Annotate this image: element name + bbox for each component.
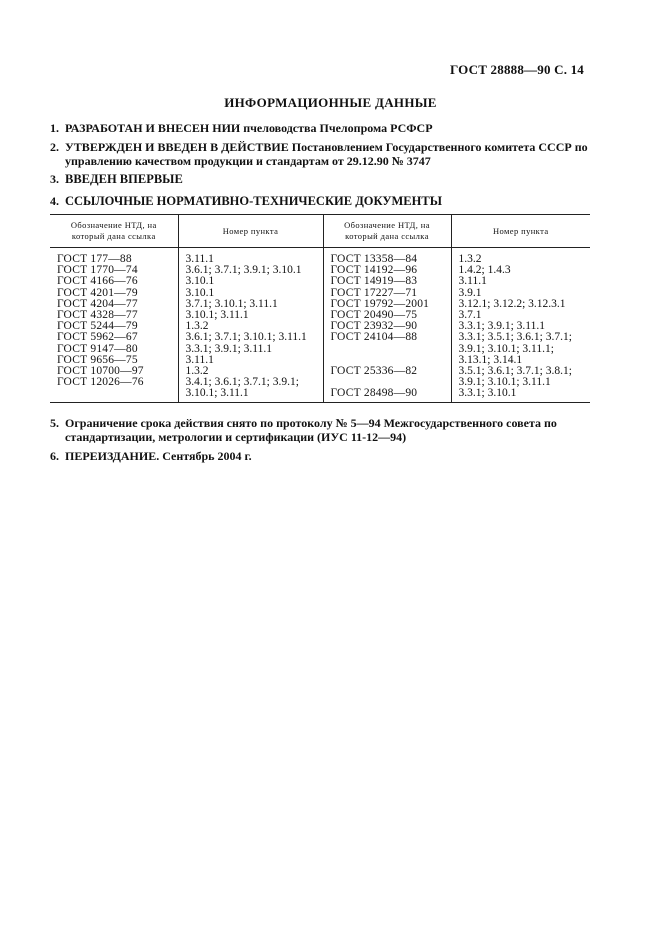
table-row <box>50 332 590 343</box>
ref-clause-right: 1.4.2; 1.4.3 <box>451 265 590 276</box>
ref-clause-right: 3.7.1 <box>451 310 590 321</box>
ref-designation-left <box>50 388 178 402</box>
info-item-4 <box>50 194 590 208</box>
ref-clause-left: 3.10.1 <box>178 288 323 299</box>
ref-designation-right: ГОСТ 23932—90 <box>323 321 451 332</box>
ref-designation-left: ГОСТ 4166—76 <box>57 275 138 288</box>
ref-clause-left: 3.6.1; 3.7.1; 3.9.1; 3.10.1 <box>178 265 323 276</box>
info-item-3 <box>50 172 590 186</box>
ref-designation-right: ГОСТ 25336—82 <box>323 366 451 377</box>
ref-designation-left: ГОСТ 9147—80 <box>57 342 138 355</box>
ref-clause-right: 3.9.1 <box>451 288 590 299</box>
ref-designation-right: ГОСТ 13358—84 <box>323 248 451 266</box>
header-designation-right: Обозначение НТД, на который дана ссылка <box>323 215 451 248</box>
ref-clause-right: 3.3.1; 3.9.1; 3.11.1 <box>451 321 590 332</box>
ref-designation-left: ГОСТ 5244—79 <box>57 320 138 333</box>
item-number: 5. <box>50 416 59 430</box>
ref-clause-left: 3.3.1; 3.9.1; 3.11.1 <box>178 344 323 355</box>
ref-clause-right: 3.3.1; 3.10.1 <box>451 388 590 402</box>
ref-clause-right: 3.9.1; 3.10.1; 3.11.1 <box>451 377 590 388</box>
ref-designation-left: ГОСТ 4201—79 <box>57 286 138 299</box>
table-header-row <box>50 215 590 248</box>
ref-clause-right: 3.5.1; 3.6.1; 3.7.1; 3.8.1; <box>451 366 590 377</box>
item-text: УТВЕРЖДЕН И ВВЕДЕН В ДЕЙСТВИЕ Постановлением Государственного комитета СССР по управлению качеством продукции и стандартам от 29.12.90 № 3747 <box>65 140 588 168</box>
ref-designation-right: ГОСТ 28498—90 <box>323 388 451 402</box>
ref-designation-right <box>323 344 451 355</box>
ref-designation-left: ГОСТ 177—88 <box>57 253 132 265</box>
ref-designation-left: ГОСТ 10700—97 <box>57 365 144 378</box>
ref-designation-right: ГОСТ 14192—96 <box>323 265 451 276</box>
ref-designation-left: ГОСТ 4204—77 <box>57 297 138 310</box>
table-row <box>50 276 590 287</box>
item-text: Ограничение срока действия снято по протоколу № 5—94 Межгосударственного совета по стандартизации, метрологии и сертификации (ИУС 11-12—94) <box>65 416 557 444</box>
ref-designation-right: ГОСТ 14919—83 <box>323 276 451 287</box>
document-title: ИНФОРМАЦИОННЫЕ ДАННЫЕ <box>224 95 437 110</box>
references-table <box>50 214 590 403</box>
info-item-2 <box>50 140 590 168</box>
item-text: ПЕРЕИЗДАНИЕ. Сентябрь 2004 г. <box>65 449 252 463</box>
item-number: 2. <box>50 140 59 154</box>
ref-clause-right: 3.12.1; 3.12.2; 3.12.3.1 <box>451 299 590 310</box>
ref-clause-left: 3.6.1; 3.7.1; 3.10.1; 3.11.1 <box>178 332 323 343</box>
item-number: 1. <box>50 121 59 135</box>
item-text: РАЗРАБОТАН И ВНЕСЕН НИИ пчеловодства Пчелопрома РСФСР <box>65 121 433 135</box>
ref-designation-right: ГОСТ 24104—88 <box>323 332 451 343</box>
ref-clause-left: 3.10.1 <box>178 276 323 287</box>
info-item-5 <box>50 416 590 444</box>
ref-clause-left: 1.3.2 <box>178 366 323 377</box>
item-number: 4. <box>50 194 59 208</box>
ref-clause-left: 1.3.2 <box>178 321 323 332</box>
item-number: 6. <box>50 449 59 463</box>
ref-designation-left: ГОСТ 4328—77 <box>57 309 138 322</box>
item-number: 3. <box>50 172 59 186</box>
ref-designation-right: ГОСТ 20490—75 <box>323 310 451 321</box>
ref-clause-right: 3.3.1; 3.5.1; 3.6.1; 3.7.1; <box>451 332 590 343</box>
item-text: ВВЕДЕН ВПЕРВЫЕ <box>65 172 183 186</box>
table-row <box>50 248 590 266</box>
ref-clause-left: 3.4.1; 3.6.1; 3.7.1; 3.9.1; <box>178 377 323 388</box>
header-clause-left: Номер пункта <box>178 215 323 248</box>
table-row <box>50 388 590 402</box>
ref-clause-left: 3.11.1 <box>178 355 323 366</box>
ref-designation-right: ГОСТ 17227—71 <box>323 288 451 299</box>
ref-clause-left: 3.10.1; 3.11.1 <box>178 388 323 402</box>
info-item-6 <box>50 449 590 463</box>
item-text: ССЫЛОЧНЫЕ НОРМАТИВНО-ТЕХНИЧЕСКИЕ ДОКУМЕНТЫ <box>65 194 442 208</box>
info-item-1 <box>50 121 590 135</box>
table-body <box>50 248 590 403</box>
ref-designation-left: ГОСТ 1770—74 <box>57 264 138 277</box>
header-designation-left: Обозначение НТД, на который дана ссылка <box>50 215 178 248</box>
ref-designation-left: ГОСТ 12026—76 <box>57 376 144 389</box>
ref-clause-right: 1.3.2 <box>451 248 590 266</box>
ref-clause-right: 3.9.1; 3.10.1; 3.11.1; <box>451 344 590 355</box>
ref-clause-right: 3.13.1; 3.14.1 <box>451 355 590 366</box>
ref-clause-left: 3.11.1 <box>178 248 323 266</box>
header-clause-right: Номер пункта <box>451 215 590 248</box>
ref-clause-right: 3.11.1 <box>451 276 590 287</box>
ref-designation-right: ГОСТ 19792—2001 <box>323 299 451 310</box>
page-header: ГОСТ 28888—90 С. 14 <box>450 62 584 77</box>
ref-clause-left: 3.10.1; 3.11.1 <box>178 310 323 321</box>
ref-designation-left: ГОСТ 9656—75 <box>57 353 138 366</box>
ref-clause-left: 3.7.1; 3.10.1; 3.11.1 <box>178 299 323 310</box>
ref-designation-left: ГОСТ 5962—67 <box>57 331 138 344</box>
